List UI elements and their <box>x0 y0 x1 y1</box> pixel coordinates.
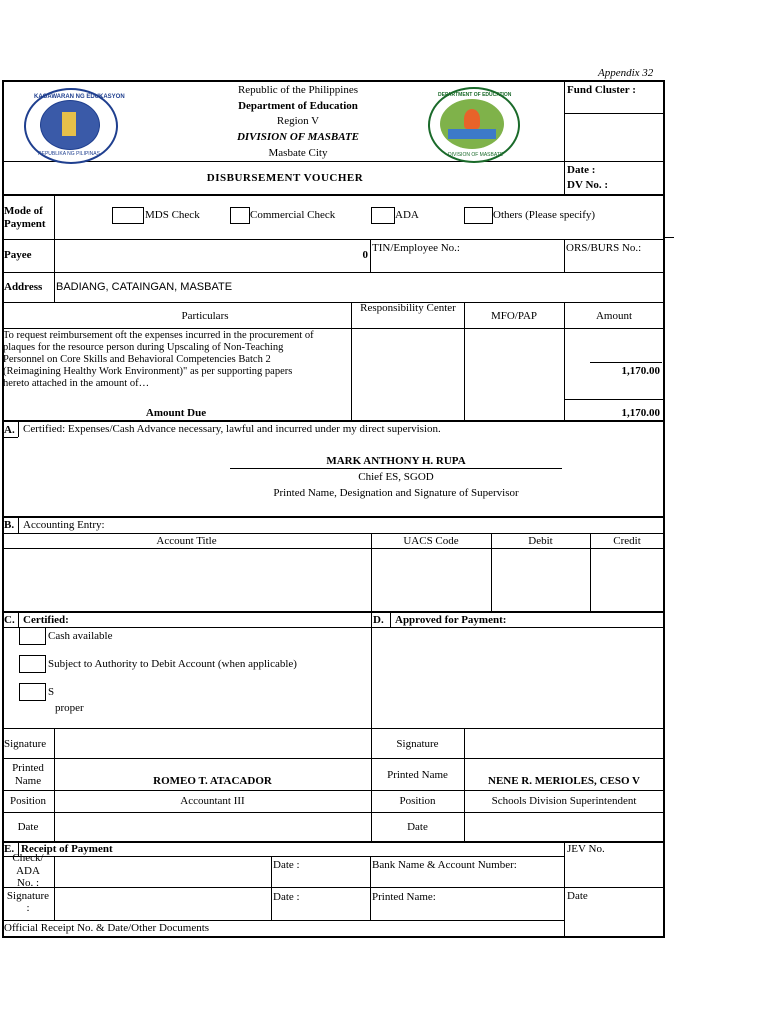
city-text: Masbate City <box>268 147 328 159</box>
section-d-position-label: Position <box>399 795 436 807</box>
accountant-name: ROMEO T. ATACADOR <box>153 775 272 787</box>
ors-burs-label: ORS/BURS No.: <box>566 242 642 254</box>
section-e-title: Receipt of Payment <box>21 843 113 855</box>
others-checkbox[interactable] <box>464 207 493 224</box>
official-receipt-label: Official Receipt No. & Date/Other Documents <box>4 922 210 934</box>
amount-header: Amount <box>595 310 633 322</box>
jev-date-label: Date <box>567 890 588 902</box>
authority-debit-checkbox[interactable] <box>19 655 46 673</box>
supervisor-signature-line[interactable] <box>230 468 562 469</box>
deped-seal-icon <box>24 88 125 164</box>
republic-text: Republic of the Philippines <box>237 84 359 96</box>
accountant-position: Accountant III <box>180 795 245 807</box>
fund-cluster-label: Fund Cluster : <box>567 84 636 96</box>
others-label: Others (Please specify) <box>493 209 596 221</box>
supervisor-caption: Printed Name, Designation and Signature of Supervisor <box>273 487 519 499</box>
payee-value[interactable]: 0 <box>362 249 368 261</box>
division-text: DIVISION OF MASBATE <box>236 131 360 143</box>
receipt-signature-field[interactable] <box>56 889 269 918</box>
right-seal-text-top: DEPARTMENT OF EDUCATION <box>438 92 512 98</box>
section-d-date-field[interactable] <box>466 814 662 840</box>
section-c-signature-label: Signature <box>4 738 47 750</box>
particulars-line: Personnel on Core Skills and Behavioral Competencies Batch 2 <box>3 354 271 365</box>
particulars-line: To request reimbursement oft the expenses incurred in the procurement of <box>3 330 314 341</box>
section-d-date-label: Date <box>407 821 428 833</box>
particulars-line: hereto attached in the amount of… <box>3 378 150 389</box>
bank-account-label: Bank Name & Account Number: <box>372 859 517 871</box>
particulars-line: (Reimagining Healthy Work Environment)" as per supporting papers <box>3 366 293 377</box>
section-c-letter: C. <box>4 614 15 626</box>
header-divider <box>564 80 565 196</box>
particulars-line: plaques for the resource person during Upscaling of Non-Teaching <box>3 342 284 353</box>
amount-value: 1,170.00 <box>621 365 660 377</box>
mode-label-2: Payment <box>4 218 46 230</box>
mfo-pap-header: MFO/PAP <box>490 310 538 322</box>
receipt-signature-label-2: : <box>26 902 30 914</box>
sds-position: Schools Division Superintendent <box>491 795 637 807</box>
supporting-docs-checkbox[interactable] <box>19 683 46 701</box>
uacs-code-header: UACS Code <box>403 535 459 547</box>
section-c-printed-label-2: Name <box>14 775 42 787</box>
dv-no-label: DV No. : <box>567 179 609 191</box>
check-ada-label-1: Check/ <box>12 852 44 864</box>
section-c-position-label: Position <box>9 795 47 807</box>
region-text: Region V <box>276 115 320 127</box>
section-a-letter: A. <box>4 424 15 436</box>
payee-label: Payee <box>4 249 32 261</box>
mds-check-label: MDS Check <box>145 209 200 221</box>
frame-bottom <box>2 936 665 938</box>
section-e-letter: E. <box>4 843 15 855</box>
supporting-docs-label-2: proper <box>55 702 84 714</box>
section-d-signature-field[interactable] <box>466 730 662 756</box>
supervisor-name: MARK ANTHONY H. RUPA <box>326 455 466 467</box>
address-value[interactable]: BADIANG, CATAINGAN, MASBATE <box>56 281 233 293</box>
particulars-header: Particulars <box>181 310 229 322</box>
supporting-docs-label: S <box>48 686 55 698</box>
commercial-check-label: Commercial Check <box>250 209 336 221</box>
mds-check-checkbox[interactable] <box>112 207 144 224</box>
section-b-title: Accounting Entry: <box>23 519 105 531</box>
commercial-check-checkbox[interactable] <box>230 207 250 224</box>
left-seal-text-bottom: REPUBLIKA NG PILIPINAS <box>38 151 100 157</box>
section-c-title: Certified: <box>23 614 69 626</box>
section-a-text: Certified: Expenses/Cash Advance necessary, lawful and incurred under my direct supervision. <box>23 423 441 435</box>
check-ada-label-3: No. : <box>17 877 39 889</box>
debit-header: Debit <box>528 535 553 547</box>
voucher-title: DISBURSEMENT VOUCHER <box>206 172 364 184</box>
section-d-title: Approved for Payment: <box>395 614 507 626</box>
left-seal-text-top: KAGAWARAN NG EDUKASYON <box>34 94 125 100</box>
amount-due-value: 1,170.00 <box>621 407 660 419</box>
ada-checkbox[interactable] <box>371 207 395 224</box>
account-title-header: Account Title <box>156 535 217 547</box>
cash-available-label: Cash available <box>48 630 113 642</box>
fund-cluster-field[interactable] <box>566 115 662 159</box>
receipt-date-label: Date : <box>273 891 300 903</box>
sds-name: NENE R. MERIOLES, CESO V <box>488 775 640 787</box>
section-c-date-field[interactable] <box>56 814 369 840</box>
division-seal-icon <box>428 87 520 163</box>
section-c-date-label: Date <box>17 821 39 833</box>
receipt-signature-label-1: Signature <box>6 890 50 902</box>
cash-available-checkbox[interactable] <box>19 627 46 645</box>
frame-right <box>663 80 665 937</box>
date-label: Date : <box>567 164 596 176</box>
section-d-printed-label: Printed Name <box>387 769 448 781</box>
address-label: Address <box>4 281 43 293</box>
check-ada-label-2: ADA <box>16 865 40 877</box>
appendix-label: Appendix 32 <box>598 67 654 79</box>
right-seal-text-bottom: DIVISION OF MASBATE <box>448 152 504 158</box>
receipt-printed-name-label: Printed Name: <box>372 891 436 903</box>
authority-debit-label: Subject to Authority to Debit Account (when applicable) <box>48 658 297 670</box>
credit-header: Credit <box>613 535 641 547</box>
section-b-letter: B. <box>4 519 15 531</box>
tin-label: TIN/Employee No.: <box>372 242 460 254</box>
department-text: Department of Education <box>238 100 358 112</box>
section-d-signature-label: Signature <box>396 738 439 750</box>
ada-label: ADA <box>395 209 419 221</box>
check-date-label: Date : <box>273 859 300 871</box>
mode-label-1: Mode of <box>4 205 43 217</box>
amount-due-label: Amount Due <box>145 407 207 419</box>
section-c-printed-label-1: Printed <box>12 762 44 774</box>
jev-no-label: JEV No. <box>567 843 605 855</box>
section-c-signature-field[interactable] <box>56 730 369 756</box>
check-ada-field[interactable] <box>56 858 269 885</box>
responsibility-center-header: Responsibility Center <box>360 302 456 314</box>
supervisor-designation: Chief ES, SGOD <box>358 471 434 483</box>
section-d-letter: D. <box>373 614 384 626</box>
